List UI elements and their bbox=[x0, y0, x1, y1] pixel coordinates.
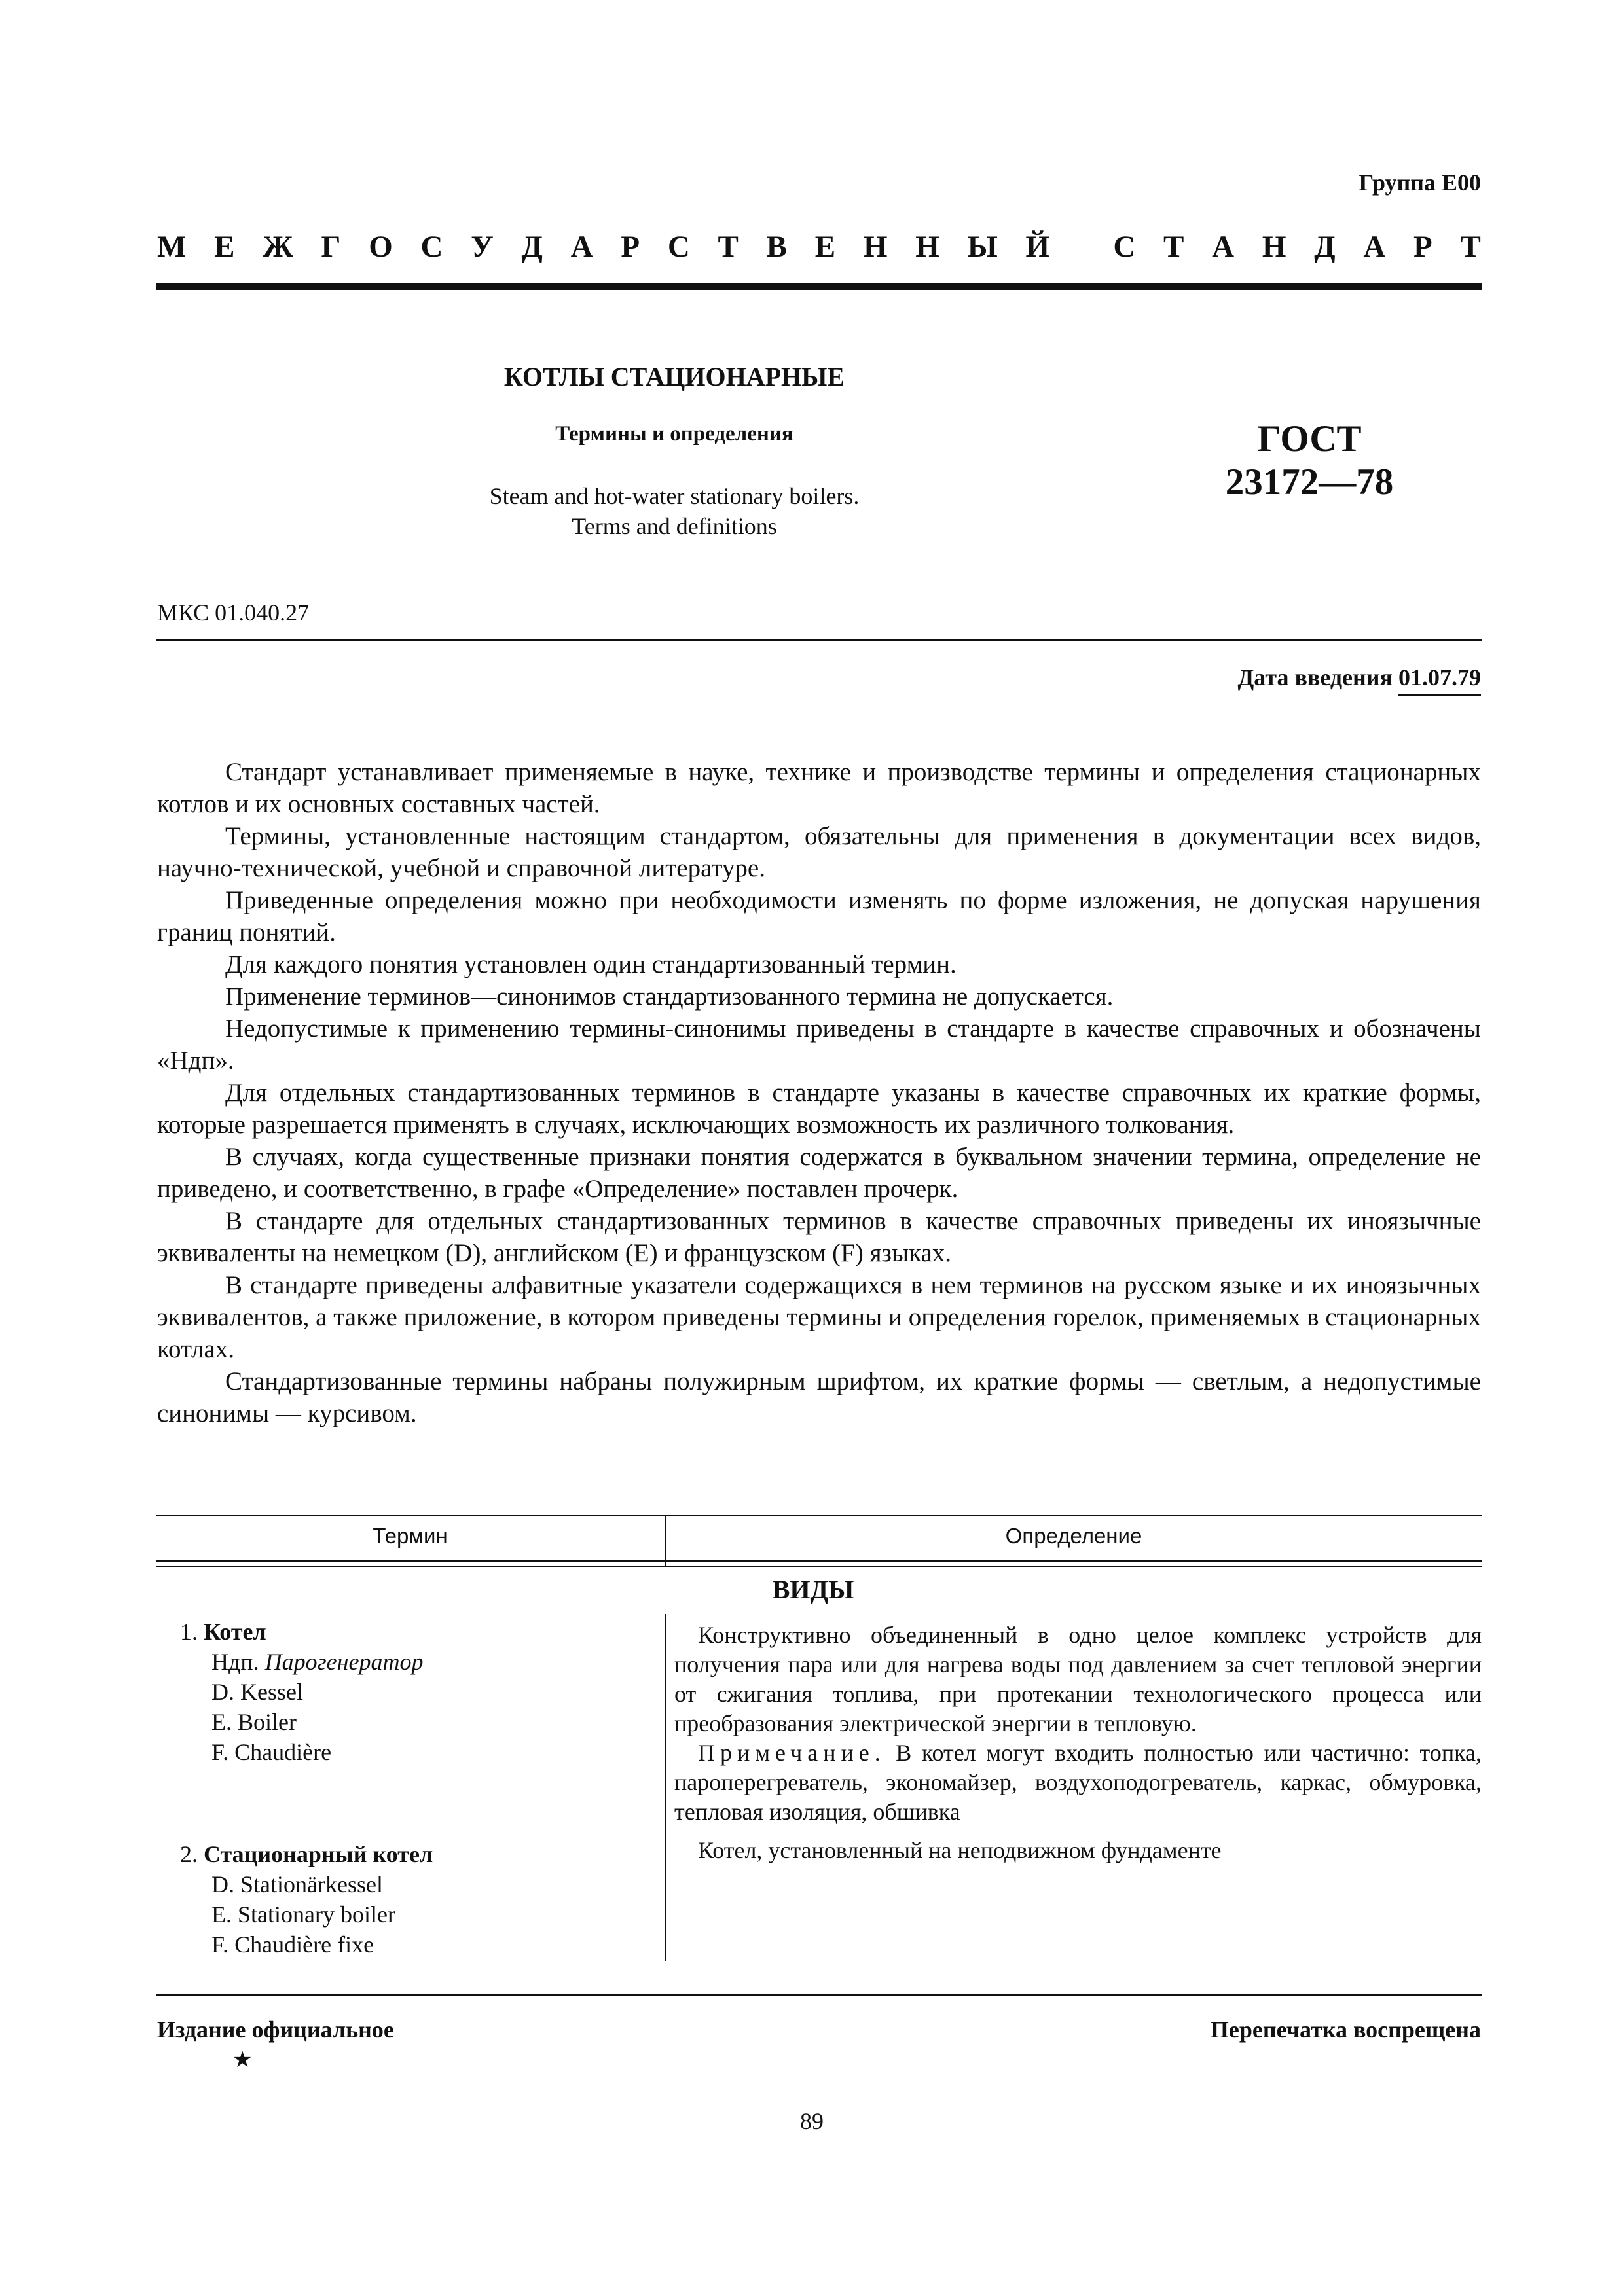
preamble-paragraph: В стандарте для отдельных стандартизованных терминов в качестве справочных приведены их иноязычные эквиваленты на немецком (D), английском (E) и французском (F) языках. bbox=[157, 1207, 1481, 1267]
heading-letter: О bbox=[369, 230, 393, 264]
table-header-rule bbox=[156, 1560, 1482, 1562]
star-mark: ★ bbox=[232, 2048, 253, 2072]
preamble-paragraph: Для отдельных стандартизованных терминов в стандарте указаны в качестве справочных их краткие формы, которые разрешается применять в случаях, исключающих возможность их различного толкования. bbox=[157, 1079, 1481, 1139]
section-heading: ВИДЫ bbox=[772, 1575, 854, 1604]
term-german: D. Kessel bbox=[211, 1679, 303, 1705]
term-english: E. Boiler bbox=[211, 1709, 297, 1735]
heading-word-gap bbox=[1078, 229, 1085, 264]
preamble-paragraph: Стандартизованные термины набраны полужирным шрифтом, их краткие формы — светлым, а недопустимые синонимы — курсивом. bbox=[157, 1367, 1481, 1427]
preamble-paragraph: В случаях, когда существенные признаки понятия содержатся в буквальном значении термина, определение не приведено, и соответственно, в графе «Определение» поставлен прочерк. bbox=[157, 1143, 1481, 1203]
heading-letter: Е bbox=[214, 230, 235, 264]
definition-text: Конструктивно объединенный в одно целое комплекс устройств для получения пара или для нагрева воды под давлением за счет тепловой энергии от сжигания топлива, при протекании технологического процесса или преобразования электрической энергии в тепловую. bbox=[674, 1622, 1482, 1736]
heading-letter: Ы bbox=[967, 230, 998, 264]
heading-letter: А bbox=[570, 230, 593, 264]
heading-letter: С bbox=[667, 230, 690, 264]
table-header-rule bbox=[156, 1566, 1482, 1567]
document-subtitle: Термины и определения bbox=[555, 422, 793, 446]
column-header-term: Термин bbox=[373, 1524, 448, 1548]
definition-text: Котел, установленный на неподвижном фундаменте bbox=[698, 1837, 1222, 1863]
mks-rule bbox=[156, 639, 1482, 641]
preamble-paragraph: Стандарт устанавливает применяемые в науке, технике и производстве термины и определения стационарных котлов и их основных составных частей. bbox=[157, 758, 1481, 818]
heading-letter: Р bbox=[621, 230, 640, 264]
column-header-definition: Определение bbox=[1005, 1524, 1142, 1548]
gost-number: 23172—78 bbox=[1225, 461, 1394, 503]
heading-letter: М bbox=[157, 230, 187, 264]
header-rule bbox=[156, 283, 1482, 290]
preamble-paragraph: Термины, установленные настоящим стандартом, обязательны для применения в документации всех видов, научно-технической, учебной и справочной литературе. bbox=[157, 822, 1481, 882]
heading-letter: Е bbox=[814, 230, 836, 264]
heading-letter: А bbox=[1212, 230, 1235, 264]
gost-label: ГОСТ bbox=[1257, 418, 1362, 459]
table-column-divider bbox=[665, 1614, 666, 1961]
heading-letter: Й bbox=[1025, 230, 1050, 264]
preamble-paragraph: Приведенные определения можно при необходимости изменять по форме изложения, не допуская нарушения границ понятий. bbox=[157, 886, 1481, 946]
heading-letter: Т bbox=[1460, 230, 1481, 264]
heading-letter: Д bbox=[521, 230, 543, 264]
preamble bbox=[157, 756, 1481, 1429]
standard-heading bbox=[157, 229, 1481, 264]
footer-rule bbox=[156, 1994, 1482, 1996]
note-label: Примечание. bbox=[698, 1740, 886, 1766]
heading-letter: Н bbox=[915, 230, 939, 264]
edition-label: Издание официальное bbox=[157, 2017, 394, 2043]
term-number: 2. bbox=[180, 1841, 198, 1867]
term-name: Стационарный котел bbox=[204, 1841, 433, 1867]
table-top-rule bbox=[156, 1515, 1482, 1516]
preamble-paragraph: Применение терминов—синонимов стандартизованного термина не допускается. bbox=[225, 982, 1114, 1011]
term-name: Котел bbox=[204, 1619, 266, 1645]
english-title-line1: Steam and hot-water stationary boilers. bbox=[489, 483, 860, 509]
term-entry-2 bbox=[180, 1839, 433, 1960]
reprint-notice: Перепечатка воспрещена bbox=[1210, 2017, 1481, 2043]
page-number: 89 bbox=[800, 2108, 824, 2134]
term-english: E. Stationary boiler bbox=[211, 1901, 395, 1928]
definition-entry-2 bbox=[674, 1836, 1482, 1865]
term-french: F. Chaudière fixe bbox=[211, 1931, 374, 1958]
heading-letter: Д bbox=[1314, 230, 1336, 264]
term-entry-1 bbox=[180, 1617, 423, 1767]
mks-code: МКС 01.040.27 bbox=[157, 600, 310, 626]
heading-letter: Р bbox=[1413, 230, 1432, 264]
group-label: Группа Е00 bbox=[1359, 170, 1481, 196]
preamble-paragraph: Недопустимые к применению термины-синонимы приведены в стандарте в качестве справочных и обозначены «Ндп». bbox=[157, 1014, 1481, 1075]
heading-letter: А bbox=[1363, 230, 1386, 264]
heading-letter: Н bbox=[863, 230, 888, 264]
heading-letter: С bbox=[420, 230, 443, 264]
heading-letter: Ж bbox=[263, 230, 293, 264]
note-text: В котел могут входить полностью или частично: топка, пароперегреватель, экономайзер, воздухоподогреватель, каркас, обмуровка, тепловая изоляция, обшивка bbox=[674, 1740, 1482, 1825]
heading-letter: Н bbox=[1262, 230, 1286, 264]
heading-letter: У bbox=[471, 230, 494, 264]
preamble-paragraph: Для каждого понятия установлен один стандартизованный термин. bbox=[225, 950, 957, 978]
ndp-synonym: Парогенератор bbox=[264, 1649, 424, 1675]
document-title: КОТЛЫ СТАЦИОНАРНЫЕ bbox=[503, 362, 845, 391]
heading-letter: Т bbox=[1163, 230, 1184, 264]
term-number: 1. bbox=[180, 1619, 198, 1645]
term-french: F. Chaudière bbox=[211, 1739, 332, 1765]
ndp-prefix: Ндп. bbox=[211, 1649, 259, 1675]
heading-letter: Т bbox=[718, 230, 739, 264]
heading-letter: Г bbox=[321, 230, 341, 264]
heading-letter: В bbox=[766, 230, 788, 264]
intro-date-value: 01.07.79 bbox=[1398, 664, 1481, 696]
english-title bbox=[380, 481, 969, 541]
heading-letter: С bbox=[1113, 230, 1136, 264]
intro-date bbox=[1238, 664, 1482, 691]
definition-note bbox=[674, 1738, 1482, 1827]
english-title-line2: Terms and definitions bbox=[572, 513, 777, 539]
definition-entry-1 bbox=[674, 1621, 1482, 1827]
gost-code bbox=[1178, 418, 1440, 504]
preamble-paragraph: В стандарте приведены алфавитные указатели содержащихся в нем терминов на русском языке и их иноязычных эквивалентов, а также приложение, в котором приведены термины и определения горелок, применяемых в стационарных котлах. bbox=[157, 1271, 1481, 1363]
term-german: D. Stationärkessel bbox=[211, 1871, 383, 1897]
intro-date-label: Дата введения bbox=[1237, 664, 1393, 691]
